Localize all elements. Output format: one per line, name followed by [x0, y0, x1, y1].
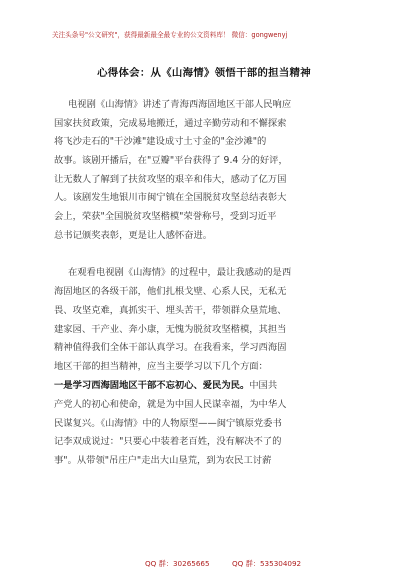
paragraph-line: 会上，荣获"全国脱贫攻坚楷模"荣誉称号，受到习近平 [54, 211, 277, 222]
paragraph-line: 畏、攻坚克难，真抓实干、埋头苦干，带领群众垦荒地、 [54, 305, 287, 316]
paragraph-line: 让无数人了解到了扶贫攻坚的艰辛和伟大，感动了亿万国 [54, 174, 287, 185]
paragraph-line-emphasis [54, 380, 354, 392]
footer-qq-group-2: QQ 群：535304092 [232, 559, 302, 568]
paragraph-line: 故事。该剧开播后，在"豆瓣"平台获得了 9.4 分的好评， [54, 155, 288, 166]
paragraph-line: 产党人的初心和使命，就是为中国人民谋幸福，为中华人 [54, 399, 287, 410]
paragraph-line-tail: 中国共 [249, 380, 278, 391]
header-promo-text: 关注头条号"公文研究"，获得最新最全最专业的公文资料库！ 微信：gongwenyj [52, 31, 288, 39]
document-title: 心得体会：从《山海情》领悟干部的担当精神 [97, 67, 311, 79]
paragraph-line: 人。该剧发生地银川市闽宁镇在全国脱贫攻坚总结表彰大 [54, 192, 287, 203]
emphasis-heading: 一是学习西海固地区干部不忘初心、爱民为民。 [54, 380, 250, 391]
paragraph-line: 精神值得我们全体干部认真学习。在我看来，学习西海固 [54, 342, 287, 353]
paragraph-line: 海固地区的各级干部，他们扎根戈壁、心系人民，无私无 [54, 286, 287, 297]
footer-qq-group-1: QQ 群：30265665 [145, 559, 210, 568]
paragraph-line: 民谋复兴。《山海情》中的人物原型——闽宁镇原党委书 [54, 418, 282, 429]
paragraph-line: 地区干部的担当精神，应当主要学习以下几个方面： [54, 361, 268, 372]
paragraph-line: 记李双成说过："只要心中装着老百姓，没有解决不了的 [54, 436, 282, 447]
paragraph-line: 事"。从带领"吊庄户"走出大山垦荒，到为农民工讨薪 [54, 455, 272, 466]
paragraph-line: 在观看电视剧《山海情》的过程中，最让我感动的是西 [68, 267, 292, 278]
paragraph-line: 将飞沙走石的"干沙滩"建设成寸土寸金的"金沙滩"的 [54, 136, 267, 147]
paragraph-line: 国家扶贫政策，完成易地搬迁，通过辛勤劳动和不懈探索 [54, 118, 287, 129]
paragraph-line: 建家园、干产业、奔小康，无愧为脱贫攻坚楷模，其担当 [54, 324, 287, 335]
paragraph-line: 总书记颁奖表彰，更是让人感怀奋进。 [54, 230, 213, 241]
paragraph-line: 电视剧《山海情》讲述了青海西海固地区干部人民响应 [68, 99, 292, 110]
